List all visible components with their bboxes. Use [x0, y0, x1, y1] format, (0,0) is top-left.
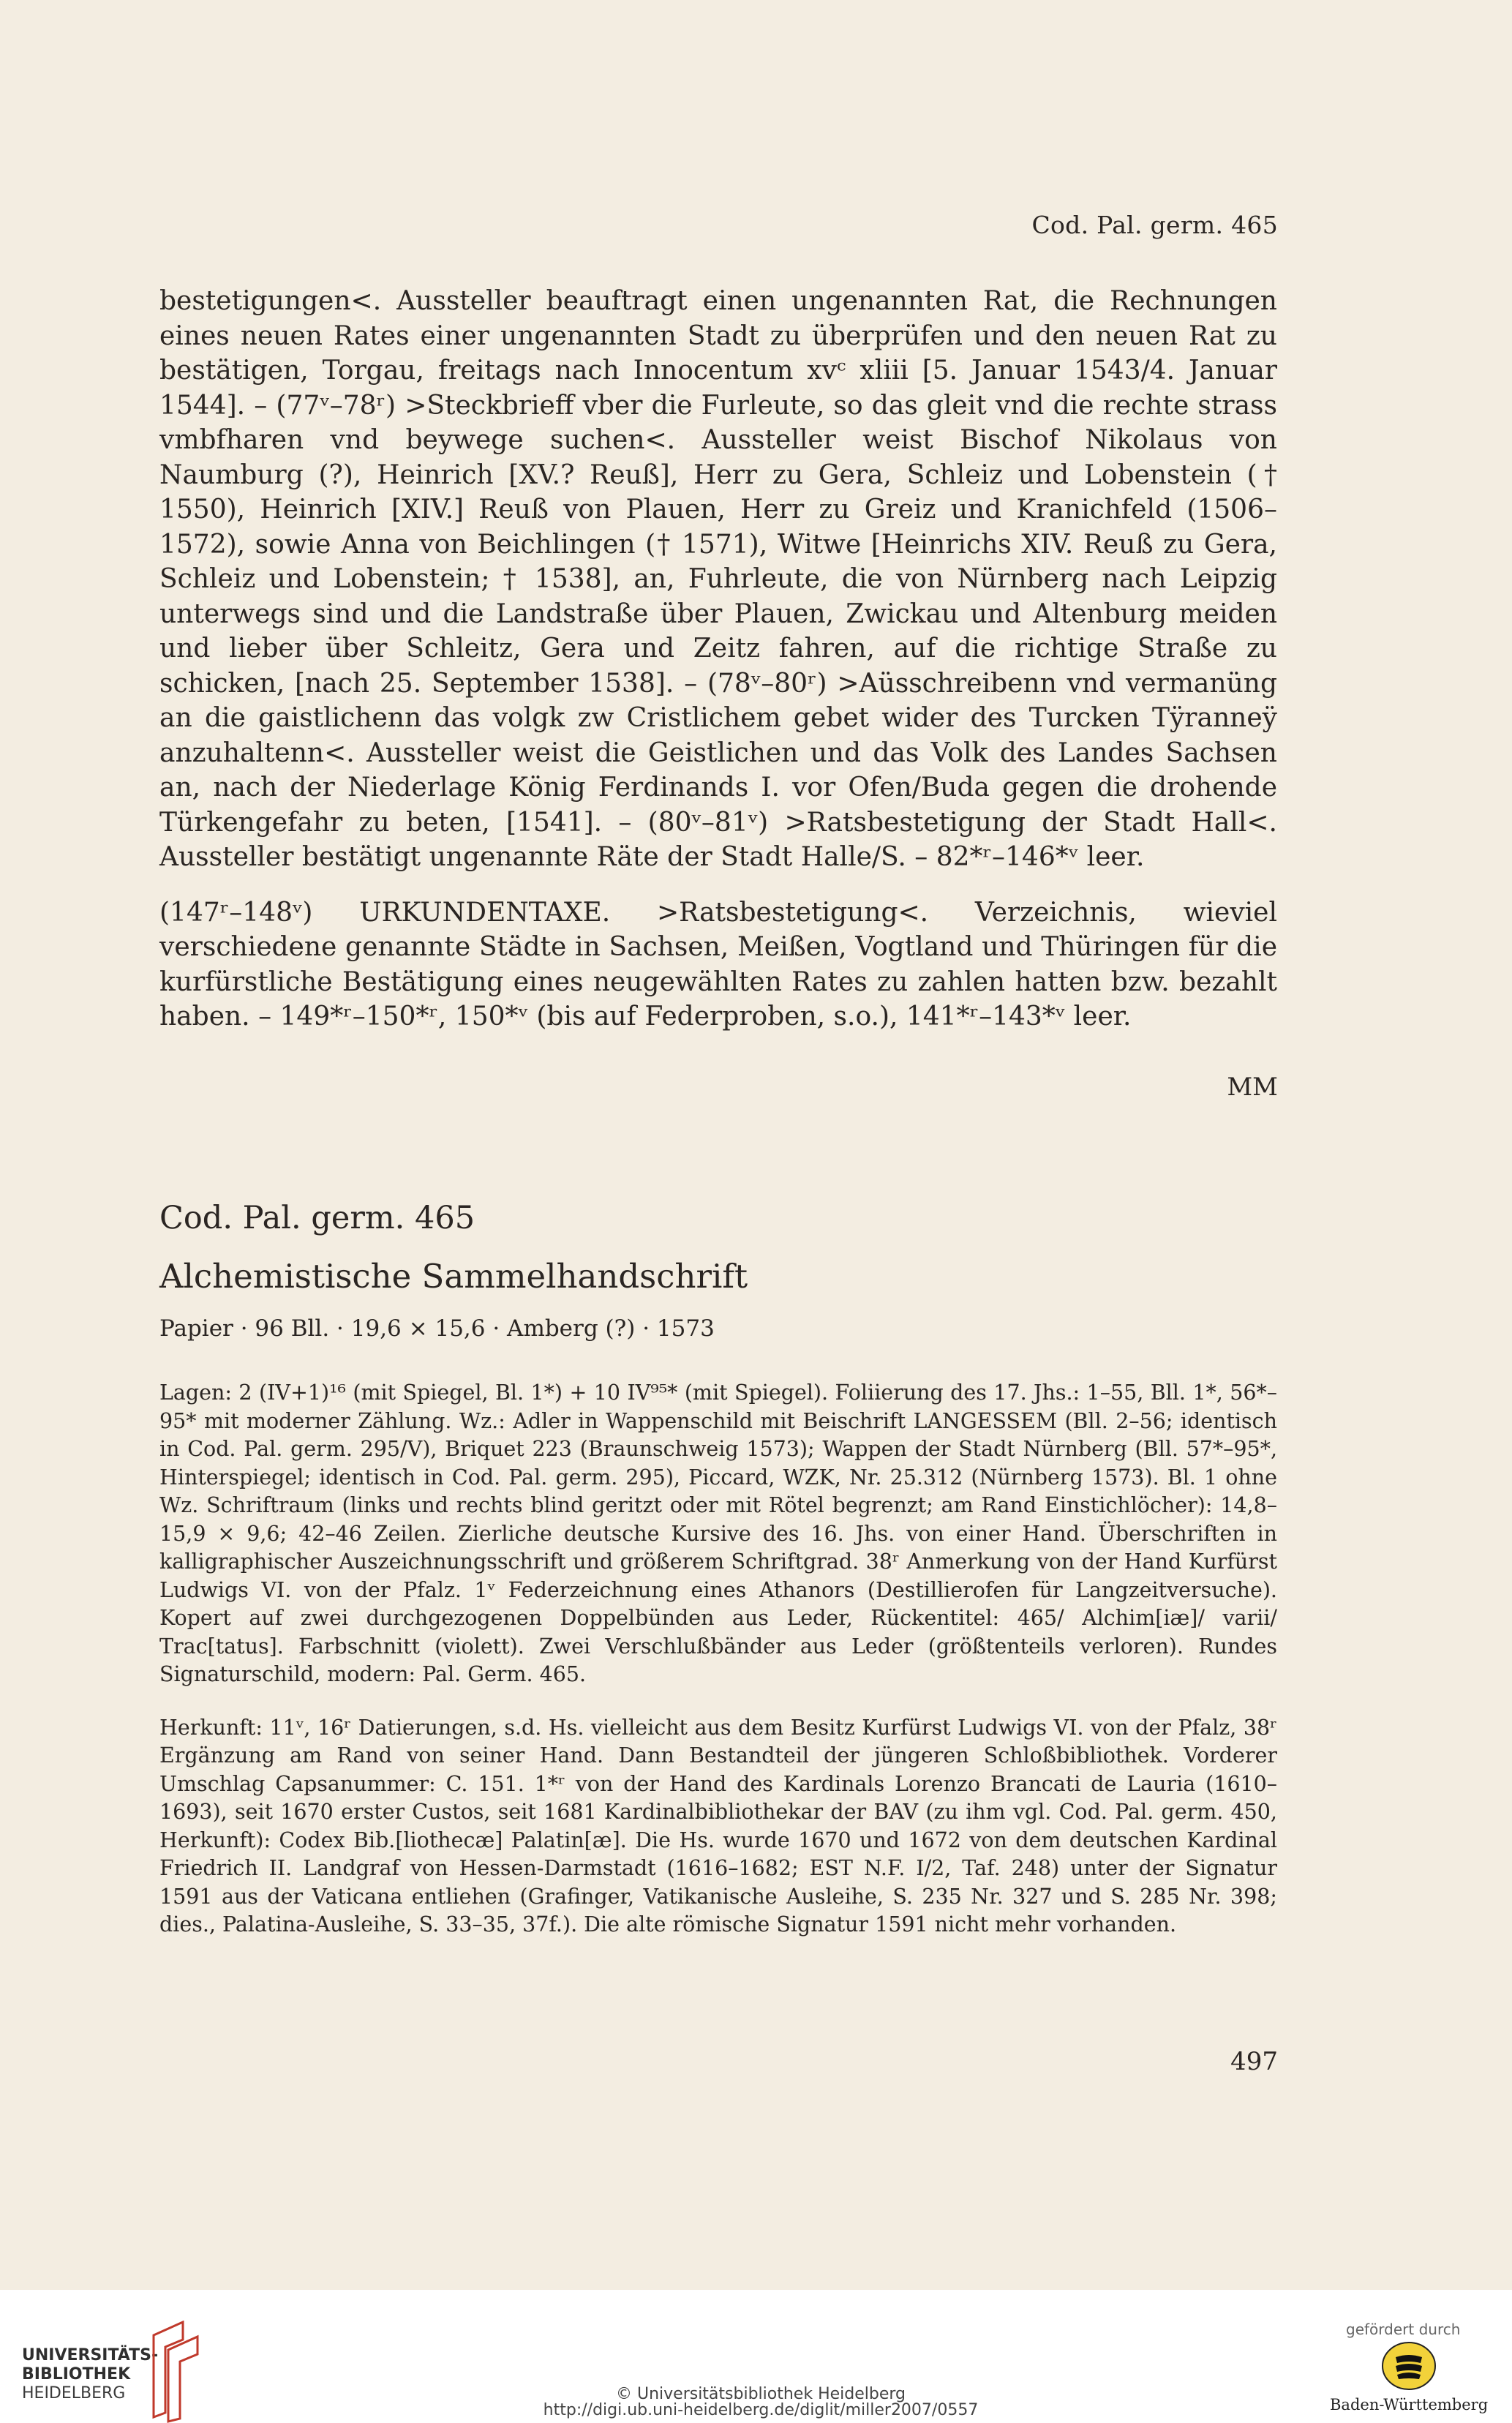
paragraph-continuation: bestetigungen<. Aussteller beauftragt einen ungenannten Rat, die Rechnungen eines neuen Rates einer ungenannten Stadt zu überprüfen und den neuen Rat zu bestätigen, Torgau, freitags nach Innocentum xvᶜ xliii [5. Januar 1543/4. Januar 1544]. – (77ᵛ–78ʳ) >Steckbrieff vber die Furleute, so das gleit vnd die rechte strass vmbfharen vnd beywege suchen<. Aussteller weist Bischof Nikolaus von Naumburg (?), Heinrich [XV.? Reuß], Herr zu Gera, Schleiz und Lobenstein († 1550), Heinrich [XIV.] Reuß von Plauen, Herr zu Greiz und Kranichfeld (1506–1572), sowie Anna von Beichlingen († 1571), Witwe [Heinrichs XIV. Reuß zu Gera, Schleiz und Lobenstein; † 1538], an, Fuhrleute, die von Nürnberg nach Leipzig unterwegs sind und die Landstraße über Plauen, Zwickau und Altenburg meiden und lieber über Schleitz, Gera und Zeitz fahren, auf die richtige Straße zu schicken, [nach 25. September 1538]. – (78ᵛ–80ʳ) >Aüsschreibenn vnd vermanüng an die gaistlichenn das volgk zw Cristlichem gebet wider des Turcken Tÿranneÿ anzuhaltenn<. Aussteller weist die Geistlichen und das Volk des Landes Sachsen an, nach der Niederlage König Ferdinands I. vor Ofen/Buda gegen die drohende Türkengefahr zu beten, [1541]. – (80ᵛ–81ᵛ) >Ratsbestetigung der Stadt Hall<. Aussteller bestätigt ungenannte Räte der Stadt Halle/S. – 82*ʳ–146*ᵛ leer. [159, 286, 1277, 872]
entry-meta: Papier · 96 Bll. · 19,6 × 15,6 · Amberg (?) · 1573 [159, 1315, 715, 1342]
author-signature: MM [1227, 1072, 1278, 1102]
funded-by-label: gefördert durch [1346, 2321, 1461, 2338]
copyright-text: © Universitätsbibliothek Heidelberg [615, 2385, 906, 2403]
description-block [159, 1379, 1277, 1964]
entry-title: Cod. Pal. germ. 465 [159, 1200, 475, 1236]
entry-subject: Alchemistische Sammelhandschrift [159, 1257, 748, 1296]
paragraph-urkundentaxe: (147ʳ–148ᵛ) URKUNDENTAXE. >Ratsbestetigung<. Verzeichnis, wieviel verschiedene genannte Städte in Sachsen, Meißen, Vogtland und Thüringen für die kurfürstliche Bestätigung eines neugewählten Rates zu zahlen hatten bzw. bezahlt haben. – 149*ʳ–150*ʳ, 150*ᵛ (bis auf Federproben, s.o.), 141*ʳ–143*ᵛ leer. [159, 897, 1277, 1032]
copyright-notice [483, 2386, 1039, 2419]
lagen-paragraph: Lagen: 2 (IV+1)¹⁶ (mit Spiegel, Bl. 1*) + 10 IV⁹⁵* (mit Spiegel). Foliierung des 17. Jhs.: 1–55, Bll. 1*, 56*–95* mit moderner Zählung. Wz.: Adler in Wappenschild mit Beischrift LANGESSEM (Bll. 2–56; identisch in Cod. Pal. germ. 295/V), Briquet 223 (Braunschweig 1573); Wappen der Stadt Nürnberg (Bll. 57*–95*, Hinterspiegel; identisch in Cod. Pal. germ. 295), Piccard, WZK, Nr. 25.312 (Nürnberg 1573). Bl. 1 ohne Wz. Schriftraum (links und rechts blind geritzt oder mit Rötel begrenzt; am Rand Einstichlöcher): 14,8–15,9 × 9,6; 42–46 Zeilen. Zierliche deutsche Kursive des 16. Jhs. von einer Hand. Überschriften in kalligraphischer Auszeichnungsschrift und größerem Schriftgrad. 38ʳ Anmerkung von der Hand Kurfürst Ludwigs VI. von der Pfalz. 1ᵛ Federzeichnung eines Athanors (Destillierofen für Langzeitversuche). Kopert auf zwei durchgezogenen Doppelbünden aus Leder, Rückentitel: 465/ Alchim[iæ]/ varii/ Trac[tatus]. Farbschnitt (violett). Zwei Verschlußbänder aus Leder (größtenteils verloren). Rundes Signaturschild, modern: Pal. Germ. 465. [159, 1380, 1277, 1686]
library-logo-icon [146, 2321, 205, 2423]
funder-name: Baden-Württemberg [1330, 2396, 1489, 2413]
herkunft-paragraph: Herkunft: 11ᵛ, 16ʳ Datierungen, s.d. Hs. vielleicht aus dem Besitz Kurfürst Ludwigs VI. von der Pfalz, 38ʳ Ergänzung am Rand von seiner Hand. Dann Bestandteil der jüngeren Schloßbibliothek. Vorderer Umschlag Capsanummer: C. 151. 1*ʳ von der Hand des Kardinals Lorenzo Brancati de Lauria (1610–1693), seit 1670 erster Custos, seit 1681 Kardinalbibliothekar der BAV (zu ihm vgl. Cod. Pal. germ. 450, Herkunft): Codex Bib.[liothecæ] Palatin[æ]. Die Hs. wurde 1670 und 1672 von dem deutschen Kardinal Friedrich II. Landgraf von Hessen-Darmstadt (1616–1682; EST N.F. I/2, Taf. 248) unter der Signatur 1591 aus der Vaticana entliehen (Grafinger, Vatikanische Ausleihe, S. 235 Nr. 327 und S. 285 Nr. 398; dies., Palatina-Ausleihe, S. 33–35, 37f.). Die alte römische Signatur 1591 nicht mehr vorhanden. [159, 1715, 1277, 1936]
library-name: UNIVERSITÄTS- BIBLIOTHEK HEIDELBERG [22, 2346, 159, 2403]
page-number: 497 [1230, 2047, 1278, 2076]
state-coat-of-arms-icon [1381, 2341, 1437, 2391]
running-head: Cod. Pal. germ. 465 [1031, 211, 1278, 239]
main-text [159, 284, 1277, 1055]
permalink-url[interactable]: http://digi.ub.uni-heidelberg.de/diglit/miller2007/0557 [543, 2401, 979, 2419]
